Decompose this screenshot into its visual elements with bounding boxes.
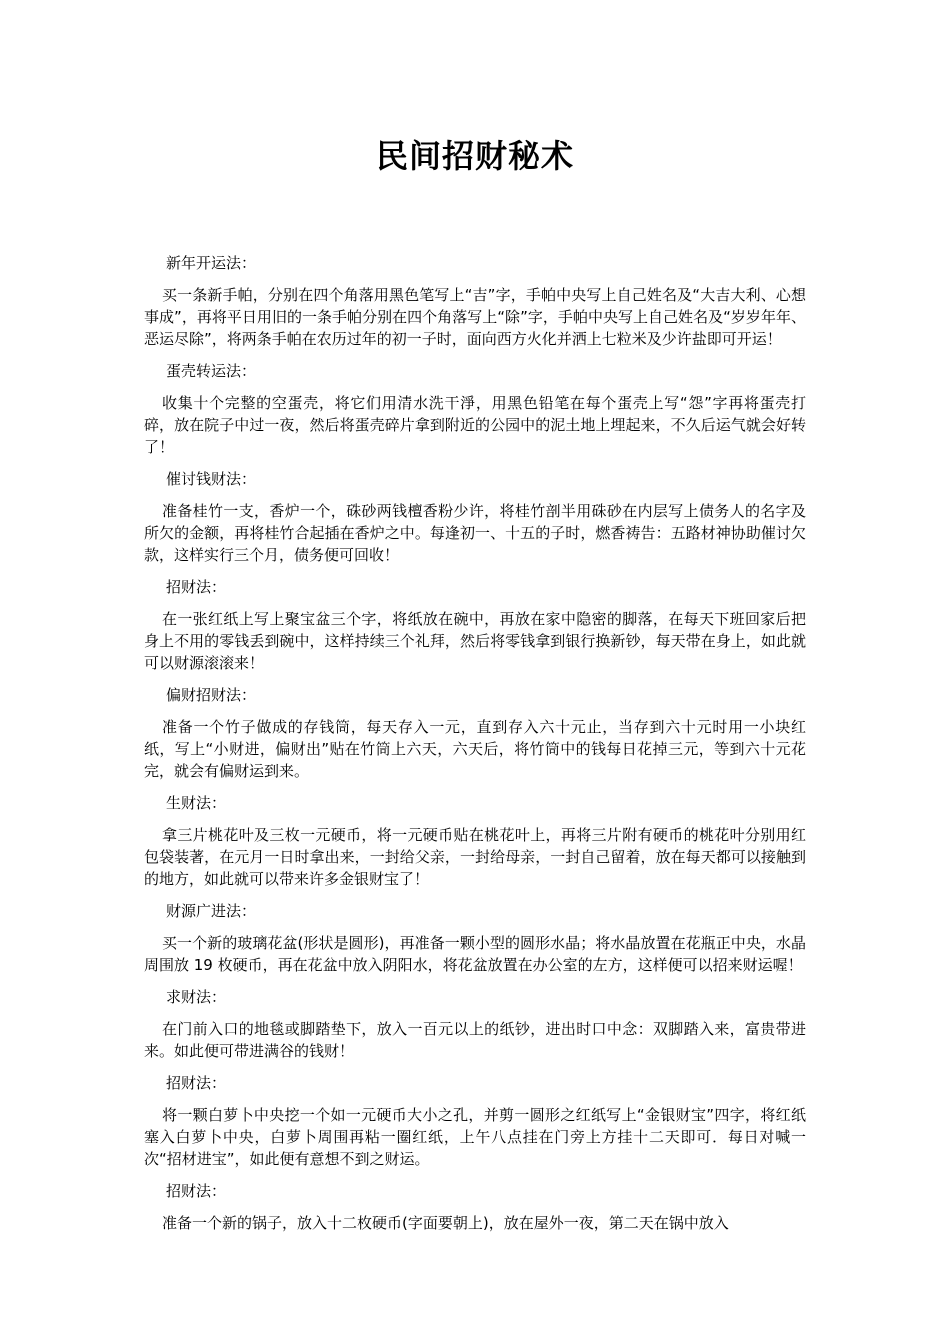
section-abundant-wealth [144, 900, 806, 976]
section-paragraph: 买一条新手帕，分别在四个角落用黑色笔写上“吉”字，手帕中央写上自己姓名及“大吉大利、心想事成”，再将平日用旧的一条手帕分别在四个角落写上“除”字，手帕中央写上自己姓名及“岁岁年年、恶运尽除”，将两条手帕在农历过年的初一子时，面向西方火化并洒上七粒米及少许盐即可开运！ [144, 286, 806, 348]
section-heading: 新年开运法： [166, 254, 257, 272]
section-heading: 招财法： [166, 1182, 227, 1200]
section-paragraph: 买一个新的玻璃花盆(形状是圆形)，再准备一颗小型的圆形水晶；将水晶放置在花瓶正中央，水晶周围放 19 枚硬币，再在花盆中放入阴阳水，将花盆放置在办公室的左方，这样便可以招来财运喔！ [144, 934, 806, 974]
section-eggshell [144, 360, 806, 458]
section-generate-wealth [144, 792, 806, 890]
section-attract-wealth-1 [144, 576, 806, 674]
section-paragraph: 准备一个新的锅子，放入十二枚硬币(字面要朝上)，放在屋外一夜，第二天在锅中放入 [162, 1214, 729, 1232]
section-attract-wealth-3 [144, 1180, 806, 1234]
section-heading: 财源广进法： [166, 902, 257, 920]
section-heading: 催讨钱财法： [166, 470, 257, 488]
section-paragraph: 准备一个竹子做成的存钱筒，每天存入一元，直到存入六十元止，当存到六十元时用一小块红纸，写上“小财进，偏财出”贴在竹筒上六天，六天后，将竹筒中的钱每日花掉三元，等到六十元花完，就会有偏财运到来。 [144, 718, 806, 780]
section-debt-collection [144, 468, 806, 566]
section-paragraph: 准备桂竹一支，香炉一个，硃砂两钱檀香粉少许，将桂竹剖半用硃砂在内层写上债务人的名字及所欠的金额，再将桂竹合起插在香炉之中。每逢初一、十五的子时，燃香祷告：五路材神协助催讨欠款，这样实行三个月，债务便可回收！ [144, 502, 806, 564]
section-attract-wealth-2 [144, 1072, 806, 1170]
section-heading: 招财法： [166, 1074, 227, 1092]
section-paragraph: 将一颗白萝卜中央挖一个如一元硬币大小之孔，并剪一圆形之红纸写上“金银财宝”四字，将红纸塞入白萝卜中央，白萝卜周围再粘一圈红纸，上午八点挂在门旁上方挂十二天即可．每日对喊一次“招材进宝”，如此便有意想不到之财运。 [144, 1106, 806, 1168]
section-new-year [144, 252, 806, 350]
section-paragraph: 在门前入口的地毯或脚踏垫下，放入一百元以上的纸钞，进出时口中念：双脚踏入来，富贵带进来。如此便可带进满谷的钱财！ [144, 1020, 806, 1060]
section-windfall [144, 684, 806, 782]
section-heading: 求财法： [166, 988, 227, 1006]
section-heading: 蛋壳转运法： [166, 362, 257, 380]
section-heading: 生财法： [166, 794, 227, 812]
section-paragraph: 收集十个完整的空蛋壳，将它们用清水洗干淨，用黑色铅笔在每个蛋壳上写“怨”字再将蛋壳打碎，放在院子中过一夜，然后将蛋壳碎片拿到附近的公园中的泥土地上埋起来，不久后运气就会好转了！ [144, 394, 806, 456]
page-title: 民间招财秘术 [375, 137, 574, 175]
section-heading: 偏财招财法： [166, 686, 257, 704]
document-body [144, 252, 806, 1244]
section-paragraph: 在一张红纸上写上聚宝盆三个字，将纸放在碗中，再放在家中隐密的脚落，在每天下班回家后把身上不用的零钱丢到碗中，这样持续三个礼拜，然后将零钱拿到银行换新钞，每天带在身上，如此就可以财源滚滚来！ [144, 610, 806, 672]
section-paragraph: 拿三片桃花叶及三枚一元硬币，将一元硬币贴在桃花叶上，再将三片附有硬币的桃花叶分别用红包袋装著，在元月一日时拿出来，一封给父亲，一封给母亲，一封自己留着，放在每天都可以接触到的地方，如此就可以带来许多金银财宝了！ [144, 826, 806, 888]
section-seek-wealth [144, 986, 806, 1062]
section-heading: 招财法： [166, 578, 227, 596]
